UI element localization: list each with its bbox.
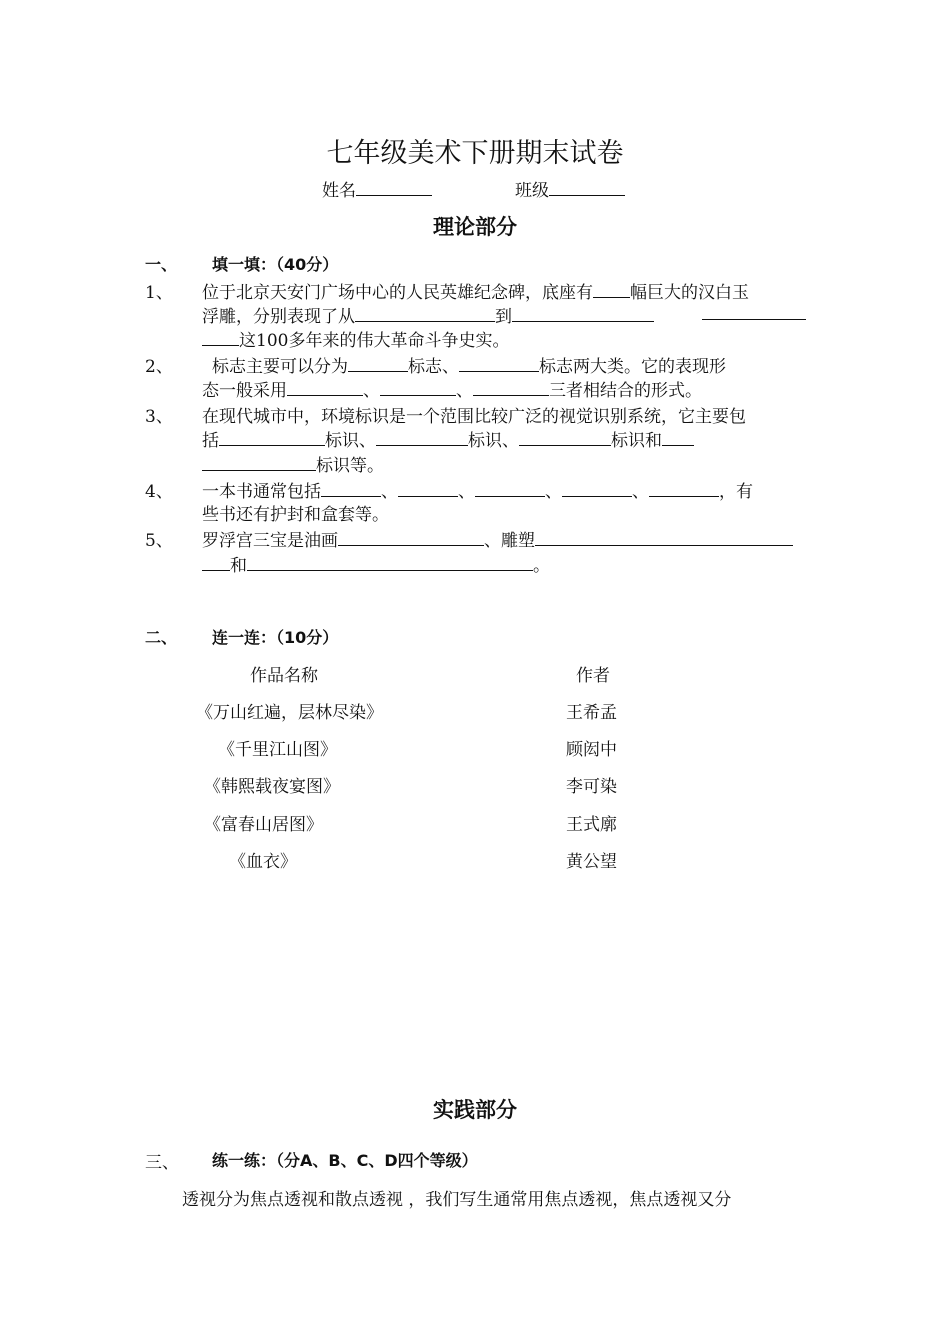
fill-blank[interactable] (662, 428, 694, 446)
works-column-header: 作品名称 (250, 666, 318, 686)
fill-blank[interactable] (512, 304, 654, 322)
q1-item5-number: 5、 (145, 531, 173, 551)
fill-blank[interactable] (202, 453, 316, 471)
q1-item5-line1: 罗浮宫三宝是油画 、雕塑 (202, 526, 793, 551)
fill-blank[interactable] (649, 479, 719, 497)
fill-blank[interactable] (247, 553, 533, 571)
q1-item4-number: 4、 (145, 482, 173, 502)
work-item[interactable]: 《韩熙载夜宴图》 (204, 777, 340, 797)
fill-blank[interactable] (355, 304, 495, 322)
author-item[interactable]: 顾闳中 (566, 740, 617, 760)
q1-item3-line2: 括 标识、 标识、 标识和 (202, 426, 694, 451)
fill-blank[interactable] (593, 280, 630, 298)
fill-blank[interactable] (535, 528, 793, 546)
q1-number: 一、 (145, 255, 178, 274)
name-label: 姓名 (322, 181, 356, 201)
class-blank[interactable] (549, 178, 625, 196)
q1-item2-line2: 态一般采用 、 、 三者相结合的形式。 (202, 376, 702, 401)
q1-item1-blank-tail[interactable] (702, 302, 806, 324)
fill-blank[interactable] (202, 553, 230, 571)
q3-heading: 练一练：（分A、B、C、D四个等级） (212, 1151, 478, 1170)
q1-item2-number: 2、 (145, 357, 173, 377)
class-field (515, 176, 625, 201)
fill-blank[interactable] (338, 528, 484, 546)
q1-item4-line2: 些书还有护封和盒套等。 (202, 505, 389, 525)
fill-blank[interactable] (459, 354, 539, 372)
authors-column-header: 作者 (576, 666, 610, 686)
q2-number: 二、 (145, 628, 178, 647)
author-item[interactable]: 王希孟 (566, 703, 617, 723)
fill-blank[interactable] (380, 378, 456, 396)
q1-item3-line3: 标识等。 (202, 451, 384, 476)
q1-item1-number: 1、 (145, 283, 173, 303)
work-item[interactable]: 《富春山居图》 (204, 815, 323, 835)
fill-blank[interactable] (475, 479, 545, 497)
fill-blank[interactable] (376, 428, 468, 446)
q1-item1-line1: 位于北京天安门广场中心的人民英雄纪念碑，底座有 幅巨大的汉白玉 (202, 278, 749, 303)
author-item[interactable]: 李可染 (566, 777, 617, 797)
fill-blank[interactable] (519, 428, 611, 446)
work-item[interactable]: 《千里江山图》 (218, 740, 337, 760)
q1-item1-line2: 浮雕，分别表现了从 到 (202, 302, 654, 327)
name-blank[interactable] (356, 178, 432, 196)
practice-section-title: 实践部分 (433, 1098, 517, 1122)
author-item[interactable]: 黄公望 (566, 852, 617, 872)
q1-item2-line1: 标志主要可以分为 标志、 标志两大类。它的表现形 (212, 352, 726, 377)
q1-item3-line1: 在现代城市中，环境标识是一个范围比较广泛的视觉识别系统，它主要包 (202, 407, 746, 427)
class-label: 班级 (515, 181, 549, 201)
author-item[interactable]: 王式廓 (566, 815, 617, 835)
q1-heading: 填一填：（40分） (212, 255, 339, 274)
q3-number: 三、 (145, 1153, 179, 1173)
q2-heading: 连一连：（10分） (212, 628, 339, 647)
fill-blank[interactable] (473, 378, 549, 396)
q1-item1-line3: 这100多年来的伟大革命斗争史实。 (202, 326, 509, 351)
exam-title: 七年级美术下册期末试卷 (326, 138, 624, 169)
theory-section-title: 理论部分 (433, 215, 517, 239)
fill-blank[interactable] (219, 428, 325, 446)
work-item[interactable]: 《万山红遍，层林尽染》 (196, 703, 383, 723)
fill-blank[interactable] (562, 479, 632, 497)
fill-blank[interactable] (202, 328, 239, 346)
q1-item4-line1: 一本书通常包括 、 、 、 、 ，有 (202, 477, 753, 502)
q1-item5-line2: 和 。 (202, 551, 550, 576)
fill-blank[interactable] (398, 479, 458, 497)
name-field (322, 176, 432, 201)
q1-item3-number: 3、 (145, 407, 173, 427)
work-item[interactable]: 《血衣》 (229, 852, 297, 872)
fill-blank[interactable] (348, 354, 408, 372)
q3-text: 透视分为焦点透视和散点透视 ，我们写生通常用焦点透视，焦点透视又分 (182, 1190, 732, 1210)
fill-blank[interactable] (287, 378, 363, 396)
fill-blank[interactable] (321, 479, 381, 497)
